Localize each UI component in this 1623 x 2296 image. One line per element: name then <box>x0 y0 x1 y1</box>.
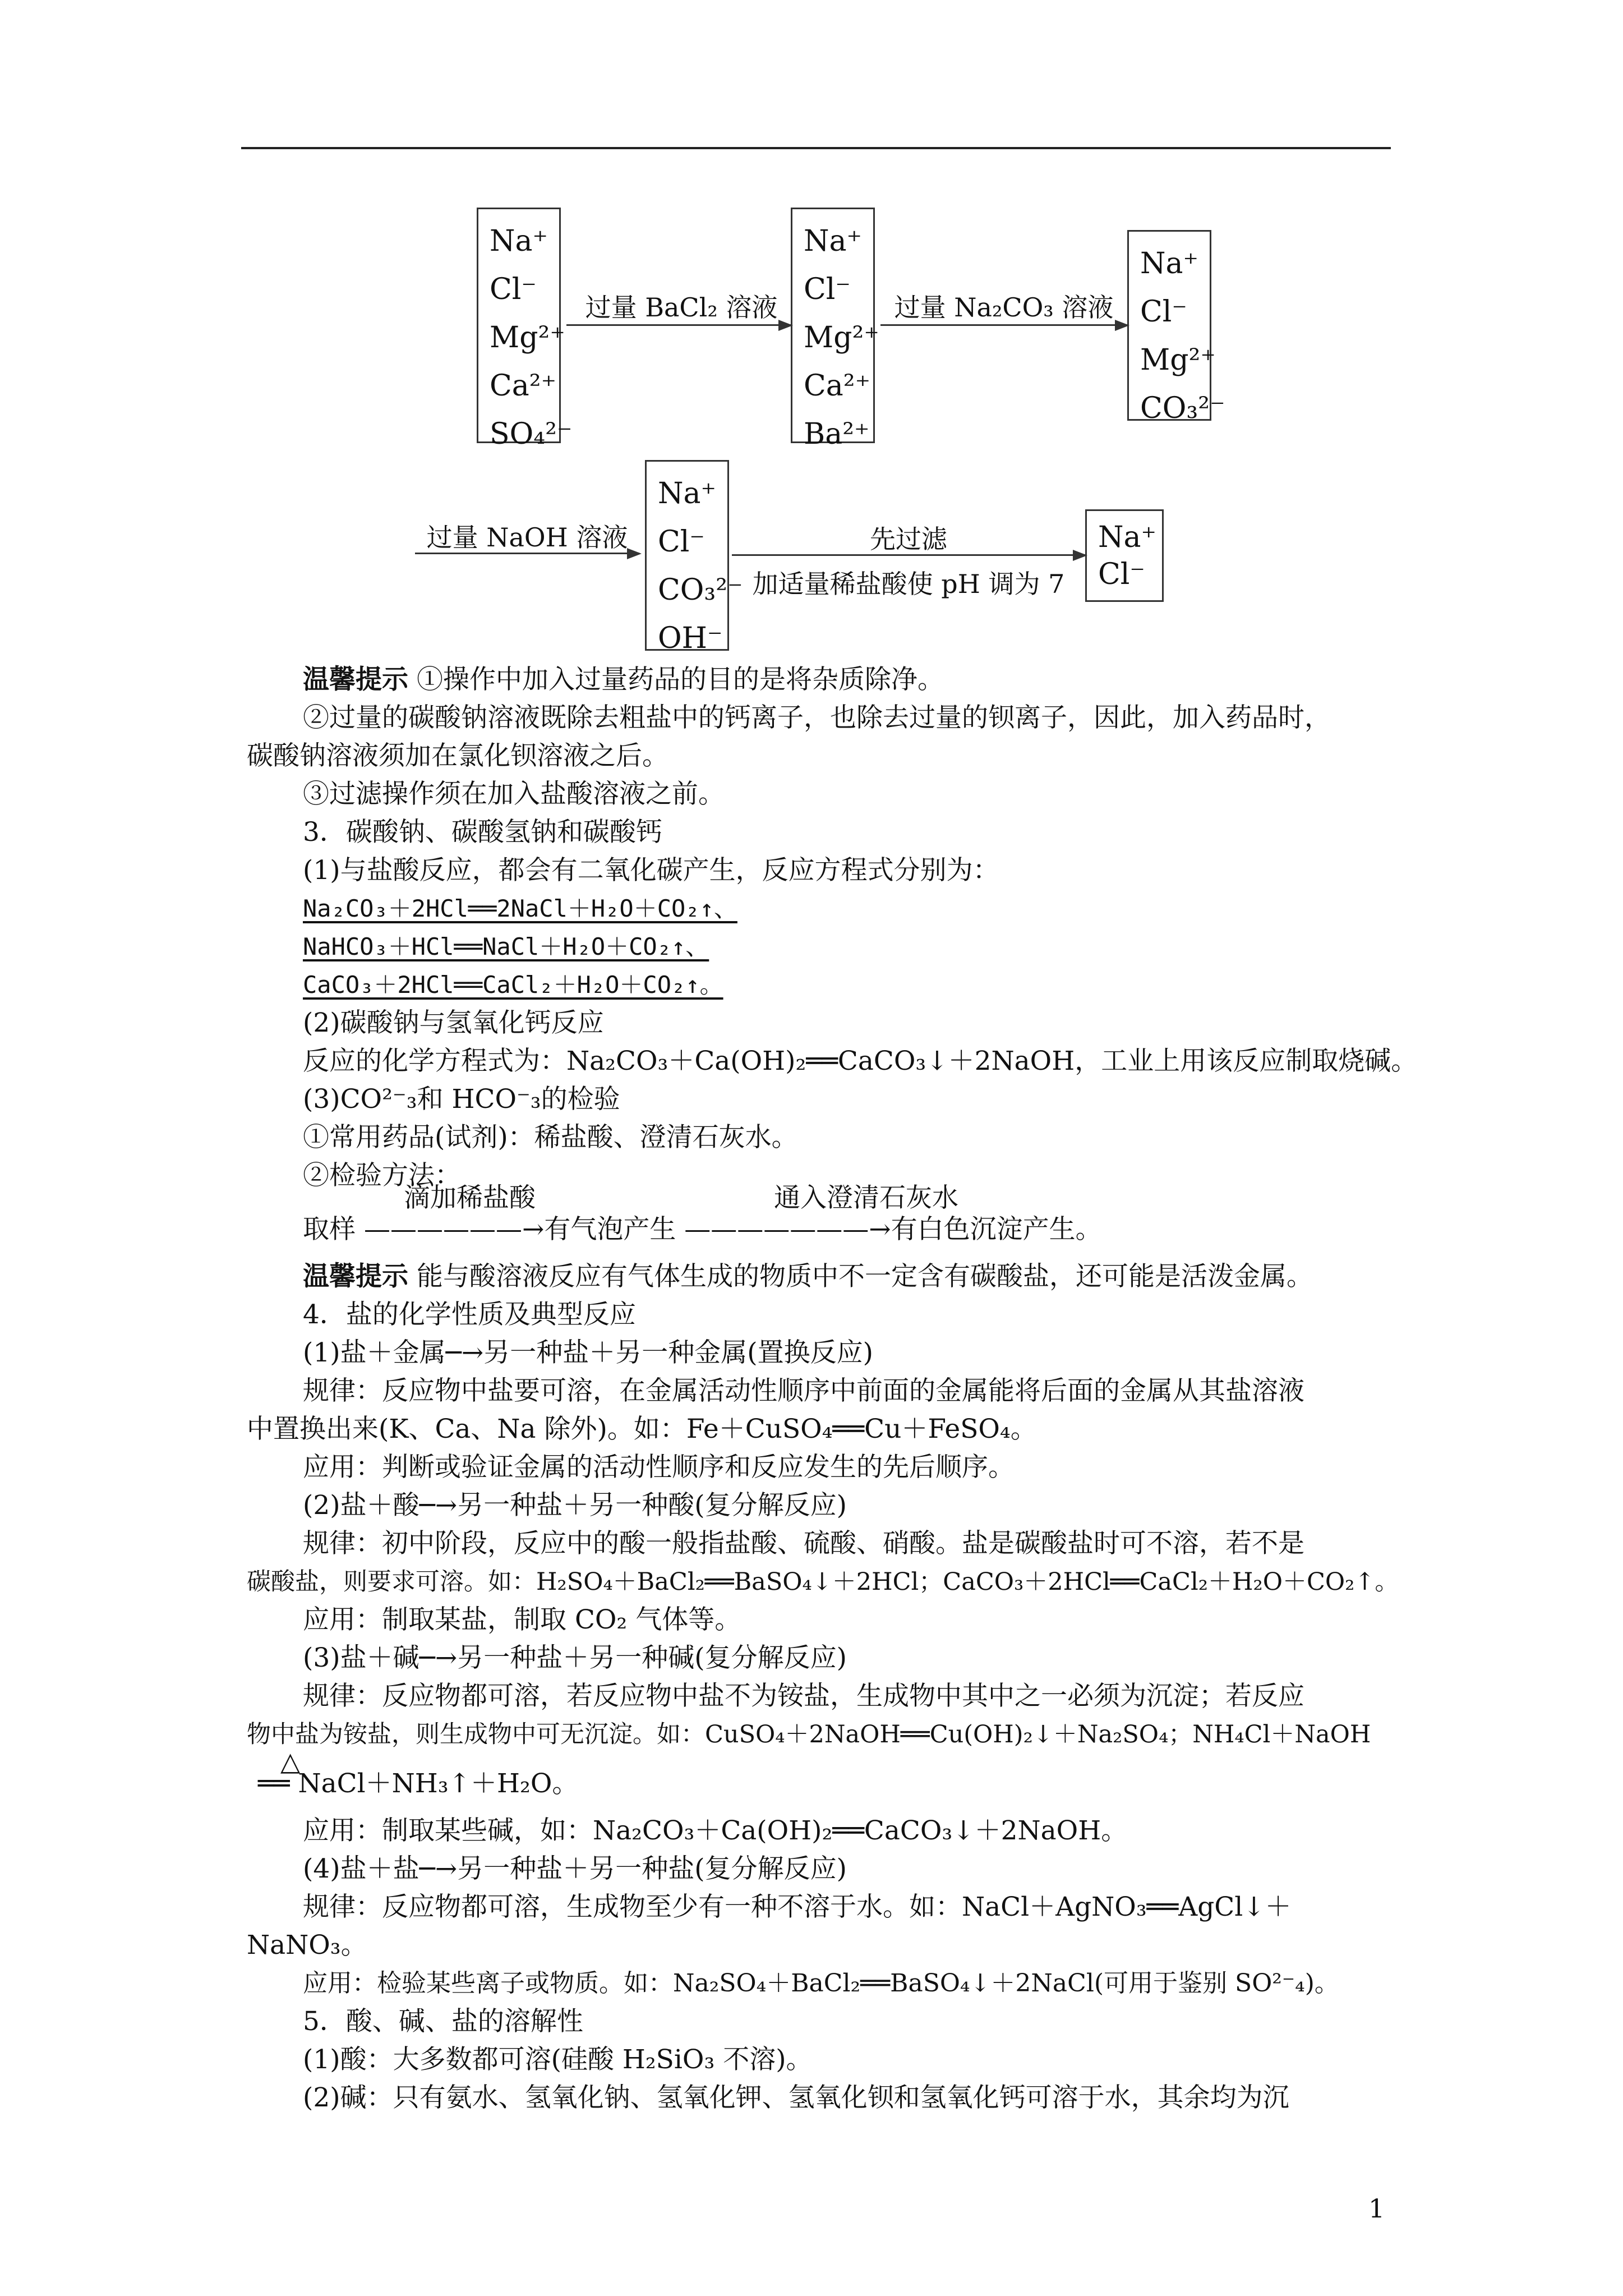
equation-1: Na₂CO₃＋2HCl══2NaCl＋H₂O＋CO₂↑、 <box>303 895 737 922</box>
arrow-label-4-top: 先过滤 <box>870 524 947 554</box>
ion: Mg²⁺ <box>804 321 879 355</box>
section-3-1: (1)与盐酸反应，都会有二氧化碳产生，反应方程式分别为： <box>303 855 999 886</box>
test-flow: 取样 ——————→有气泡产生 ———————→有白色沉淀产生。 <box>303 1214 1102 1245</box>
tip1-heading: 温馨提示 <box>303 664 408 695</box>
section-4-1: (1)盐＋金属─→另一种盐＋另一种金属(置换反应) <box>303 1337 873 1368</box>
ion: Cl⁻ <box>804 273 851 306</box>
header-rule <box>241 147 1391 149</box>
arrow-label-3: 过量 NaOH 溶液 <box>426 522 628 553</box>
page-number: 1 <box>1368 2193 1385 2224</box>
section-3-3a: ①常用药品(试剂)：稀盐酸、澄清石灰水。 <box>303 1122 798 1153</box>
section-3-2: (2)碳酸钠与氢氧化钙反应 <box>303 1007 604 1038</box>
section-4-4b: NaNO₃。 <box>247 1930 367 1961</box>
section-3-2b: 反应的化学方程式为：Na₂CO₃＋Ca(OH)₂══CaCO₃↓＋2NaOH，工业上用该反应制取烧碱。 <box>303 1046 1418 1076</box>
tip1-line-d: ③过滤操作须在加入盐酸溶液之前。 <box>303 779 725 809</box>
section-4-2a: 规律：初中阶段，反应中的酸一般指盐酸、硫酸、硝酸。盐是碳酸盐时可不溶，若不是 <box>303 1528 1304 1559</box>
equation-3: CaCO₃＋2HCl══CaCl₂＋H₂O＋CO₂↑。 <box>303 971 723 999</box>
tip2-line <box>303 1259 1313 1295</box>
section-4-3b: 物中盐为铵盐，则生成物中可无沉淀。如：CuSO₄＋2NaOH══Cu(OH)₂↓＋Na₂SO₄；NH₄Cl＋NaOH <box>247 1720 1371 1749</box>
heat-mark: △ <box>280 1746 301 1777</box>
ion-box-2 <box>791 208 879 451</box>
ion: Cl⁻ <box>1098 558 1145 591</box>
arrow-2 <box>880 324 1127 326</box>
ion: Na⁺ <box>1098 521 1156 554</box>
section-3-3: (3)CO²⁻₃和 HCO⁻₃的检验 <box>303 1084 620 1115</box>
flow-label-1: 滴加稀盐酸 <box>404 1182 536 1213</box>
ion: Na⁺ <box>490 224 548 258</box>
section-4-title: 4．盐的化学性质及典型反应 <box>303 1299 636 1330</box>
ion: Ca²⁺ <box>804 369 871 403</box>
section-4-2: (2)盐＋酸─→另一种盐＋另一种酸(复分解反应) <box>303 1490 847 1521</box>
text: 能与酸溶液反应有气体生成的物质中不一定含有碳酸盐，还可能是活泼金属。 <box>416 1261 1313 1292</box>
section-4-1c: 应用：判断或验证金属的活动性顺序和反应发生的先后顺序。 <box>303 1452 1015 1483</box>
section-4-2c: 应用：制取某盐，制取 CO₂ 气体等。 <box>303 1604 741 1635</box>
text: ①操作中加入过量药品的目的是将杂质除净。 <box>416 664 944 695</box>
arrow-label-4-bottom: 加适量稀盐酸使 pH 调为 7 <box>752 569 1065 599</box>
ion: CO₃²⁻ <box>658 573 743 607</box>
section-3-title: 3．碳酸钠、碳酸氢钠和碳酸钙 <box>303 817 662 848</box>
ion-box-3 <box>1127 230 1225 425</box>
tip2-heading: 温馨提示 <box>303 1261 408 1292</box>
flow-label-2: 通入澄清石灰水 <box>774 1182 958 1213</box>
tip1-line-b: ②过量的碳酸钠溶液既除去粗盐中的钙离子，也除去过量的钡离子，因此，加入药品时， <box>303 702 1331 733</box>
section-4-3d: 应用：制取某些碱，如：Na₂CO₃＋Ca(OH)₂══CaCO₃↓＋2NaOH。 <box>303 1815 1128 1846</box>
ion: Na⁺ <box>804 224 862 258</box>
section-3-3b: ②检验方法： <box>303 1160 461 1191</box>
section-4-3a: 规律：反应物都可溶，若反应物中盐不为铵盐，生成物中其中之一必须为沉淀；若反应 <box>303 1681 1304 1711</box>
section-4-1a: 规律：反应物中盐要可溶，在金属活动性顺序中前面的金属能将后面的金属从其盐溶液 <box>303 1375 1304 1406</box>
arrow-3 <box>415 553 639 554</box>
ion: Ba²⁺ <box>804 417 870 451</box>
ion: Ca²⁺ <box>490 369 557 403</box>
equation-2: NaHCO₃＋HCl══NaCl＋H₂O＋CO₂↑、 <box>303 933 709 960</box>
section-4-3c: ══ NaCl＋NH₃↑＋H₂O。 <box>258 1768 579 1799</box>
section-4-4c: 应用：检验某些离子或物质。如：Na₂SO₄＋BaCl₂══BaSO₄↓＋2NaCl(可用于鉴别 SO²⁻₄)。 <box>303 1969 1339 1998</box>
section-5-2: (2)碱：只有氨水、氢氧化钠、氢氧化钾、氢氧化钡和氢氧化钙可溶于水，其余均为沉 <box>303 2082 1289 2113</box>
arrow-4 <box>732 554 1085 556</box>
section-4-4a: 规律：反应物都可溶，生成物至少有一种不溶于水。如：NaCl＋AgNO₃══AgCl↓＋ <box>303 1892 1292 1922</box>
arrow-label-2: 过量 Na₂CO₃ 溶液 <box>894 292 1114 323</box>
ion: SO₄²⁻ <box>490 417 573 451</box>
section-5-title: 5．酸、碱、盐的溶解性 <box>303 2006 583 2037</box>
ion-box-4 <box>645 460 743 655</box>
ion-box-1 <box>477 208 573 451</box>
ion: Cl⁻ <box>658 525 705 559</box>
ion: Mg²⁺ <box>1140 343 1216 377</box>
arrow-1 <box>566 324 791 326</box>
tip1-line-c: 碳酸钠溶液须加在氯化钡溶液之后。 <box>247 740 668 771</box>
tip1-line-a <box>303 662 944 698</box>
section-4-3: (3)盐＋碱─→另一种盐＋另一种碱(复分解反应) <box>303 1642 847 1673</box>
ion: OH⁻ <box>658 622 723 655</box>
ion: Cl⁻ <box>490 273 537 306</box>
ion: Na⁺ <box>1140 247 1198 280</box>
ion: Na⁺ <box>658 477 716 510</box>
section-4-1b: 中置换出来(K、Ca、Na 除外)。如：Fe＋CuSO₄══Cu＋FeSO₄。 <box>247 1414 1037 1444</box>
section-4-4: (4)盐＋盐─→另一种盐＋另一种盐(复分解反应) <box>303 1853 847 1884</box>
ion: CO₃²⁻ <box>1140 392 1225 425</box>
section-5-1: (1)酸：大多数都可溶(硅酸 H₂SiO₃ 不溶)。 <box>303 2044 813 2075</box>
ion: Cl⁻ <box>1140 295 1187 329</box>
section-4-2b: 碳酸盐，则要求可溶。如：H₂SO₄＋BaCl₂══BaSO₄↓＋2HCl；CaCO₃＋2HCl══CaCl₂＋H₂O＋CO₂↑。 <box>247 1568 1399 1596</box>
ion-box-5 <box>1085 509 1164 602</box>
ion: Mg²⁺ <box>490 321 565 355</box>
arrow-label-1: 过量 BaCl₂ 溶液 <box>585 292 778 323</box>
